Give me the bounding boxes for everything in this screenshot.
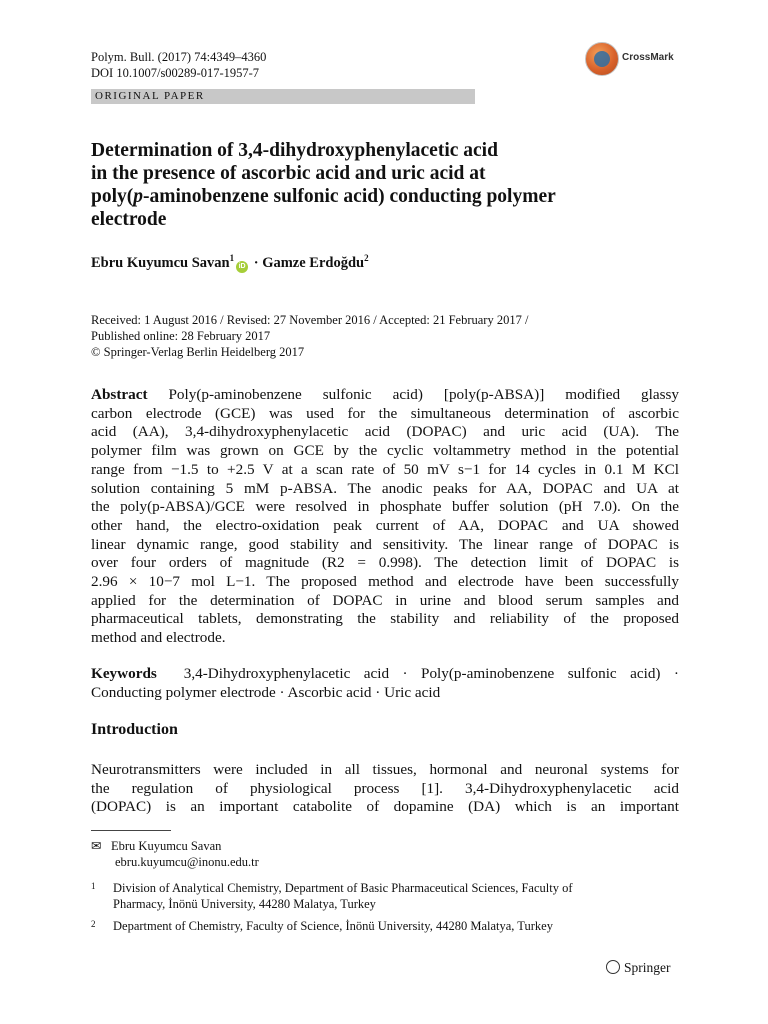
footnote-number: 1	[91, 881, 96, 891]
title-line: Determination of 3,4-dihydroxyphenylacetic acid	[91, 140, 498, 161]
contact-name: Ebru Kuyumcu Savan	[111, 839, 222, 853]
title-line: electrode	[91, 209, 167, 230]
abstract-line: pharmaceutical tablets, demonstrating the stability and reliability of the proposed	[91, 610, 679, 628]
author-list	[91, 253, 369, 273]
crossmark-badge[interactable]	[585, 42, 680, 76]
affiliation-marker: 1	[229, 253, 235, 263]
contact-email[interactable]: ebru.kuyumcu@inonu.edu.tr	[115, 855, 259, 869]
keywords-line: Conducting polymer electrode · Ascorbic acid · Uric acid	[91, 683, 441, 701]
abstract-line: applied for the determination of DOPAC in urine and blood serum samples and	[91, 591, 679, 609]
footnote-affiliation-1	[91, 880, 691, 912]
corresponding-author	[91, 838, 259, 870]
crossmark-label: CrossMark	[622, 52, 674, 63]
paper-title	[91, 139, 691, 231]
intro-line: Neurotransmitters were included in all tissues, hormonal and neuronal systems for	[91, 761, 679, 778]
copyright-line: © Springer-Verlag Berlin Heidelberg 2017	[91, 345, 305, 359]
dates-line: Received: 1 August 2016 / Revised: 27 November 2016 / Accepted: 21 February 2017 /	[91, 313, 529, 327]
springer-horse-icon	[606, 960, 620, 974]
doi-text: DOI 10.1007/s00289-017-1957-7	[91, 66, 260, 80]
orcid-icon[interactable]: iD	[236, 261, 248, 273]
section-heading-introduction: Introduction	[91, 721, 178, 738]
abstract-line: other hand, the electro-oxidation peak current of AA, DOPAC and UA showed	[91, 516, 679, 534]
author-name[interactable]: Ebru Kuyumcu Savan	[91, 254, 230, 271]
abstract-line: carbon electrode (GCE) was used for the simultaneous determination of ascorbic	[91, 404, 679, 422]
keywords-line-text: 3,4-Dihydroxyphenylacetic acid · Poly(p-aminobenzene sulfonic acid) ·	[183, 665, 679, 682]
citation-text: Polym. Bull. (2017) 74:4349–4360	[91, 50, 267, 64]
crossmark-icon	[585, 42, 619, 76]
journal-citation	[91, 49, 266, 81]
footnote-line: Pharmacy, İnönü University, 44280 Malatya, Turkey	[113, 897, 376, 911]
publication-dates	[91, 312, 528, 360]
envelope-icon: ✉	[91, 839, 102, 853]
abstract-line: method and electrode.	[91, 629, 226, 647]
abstract-line: linear dynamic range, good stability and sensitivity. The linear range of DOPAC is	[91, 535, 679, 553]
abstract-line: 2.96 × 10−7 mol L−1. The proposed method and electrode have been successfully	[91, 573, 679, 591]
abstract-line: range from −1.5 to +2.5 V at a scan rate of 50 mV s−1 for 14 cycles in 0.1 M KCl	[91, 460, 679, 478]
abstract	[91, 386, 679, 648]
dates-line: Published online: 28 February 2017	[91, 329, 271, 343]
title-line: poly(p-aminobenzene sulfonic acid) conducting polymer	[91, 186, 556, 207]
abstract-label: Abstract	[91, 386, 148, 403]
footnote-affiliation-2	[91, 918, 691, 934]
abstract-line: over four orders of magnitude (R2 = 0.998). The detection limit of DOPAC is	[91, 554, 679, 572]
intro-line: the regulation of physiological process [1]. 3,4-Dihydroxyphenylacetic acid	[91, 779, 679, 797]
author-name[interactable]: Gamze Erdoğdu	[262, 254, 365, 271]
abstract-line: polymer film was grown on GCE by the cyclic voltammetry method in the potential	[91, 442, 679, 460]
introduction-text	[91, 761, 679, 817]
abstract-line: the poly(p-ABSA)/GCE were resolved in phosphate buffer solution (pH 7.0). On the	[91, 498, 679, 516]
footnote-line: Division of Analytical Chemistry, Department of Basic Pharmaceutical Sciences, Faculty of	[113, 881, 573, 895]
footnote-divider	[91, 830, 171, 831]
intro-line: (DOPAC) is an important catabolite of dopamine (DA) which is an important	[91, 798, 679, 816]
section-bar: ORIGINAL PAPER	[91, 89, 475, 104]
abstract-line: acid (AA), 3,4-dihydroxyphenylacetic acid (DOPAC) and uric acid (UA). The	[91, 423, 679, 441]
abstract-line: solution containing 5 mM p-ABSA. The anodic peaks for AA, DOPAC and UA at	[91, 479, 679, 497]
publisher-logo	[606, 960, 671, 976]
publisher-name: Springer	[624, 960, 671, 975]
author-separator: ·	[250, 254, 263, 271]
footnote-number: 2	[91, 919, 96, 929]
keywords	[91, 665, 679, 702]
title-line: in the presence of ascorbic acid and uric acid at	[91, 163, 486, 184]
footnote-line: Department of Chemistry, Faculty of Science, İnönü University, 44280 Malatya, Turkey	[113, 919, 553, 933]
abstract-line	[91, 386, 679, 405]
affiliation-marker: 2	[364, 253, 369, 263]
abstract-line-text: Poly(p-aminobenzene sulfonic acid) [poly(p-ABSA)] modified glassy	[168, 386, 680, 403]
keywords-label: Keywords	[91, 665, 157, 682]
keywords-line	[91, 665, 679, 684]
